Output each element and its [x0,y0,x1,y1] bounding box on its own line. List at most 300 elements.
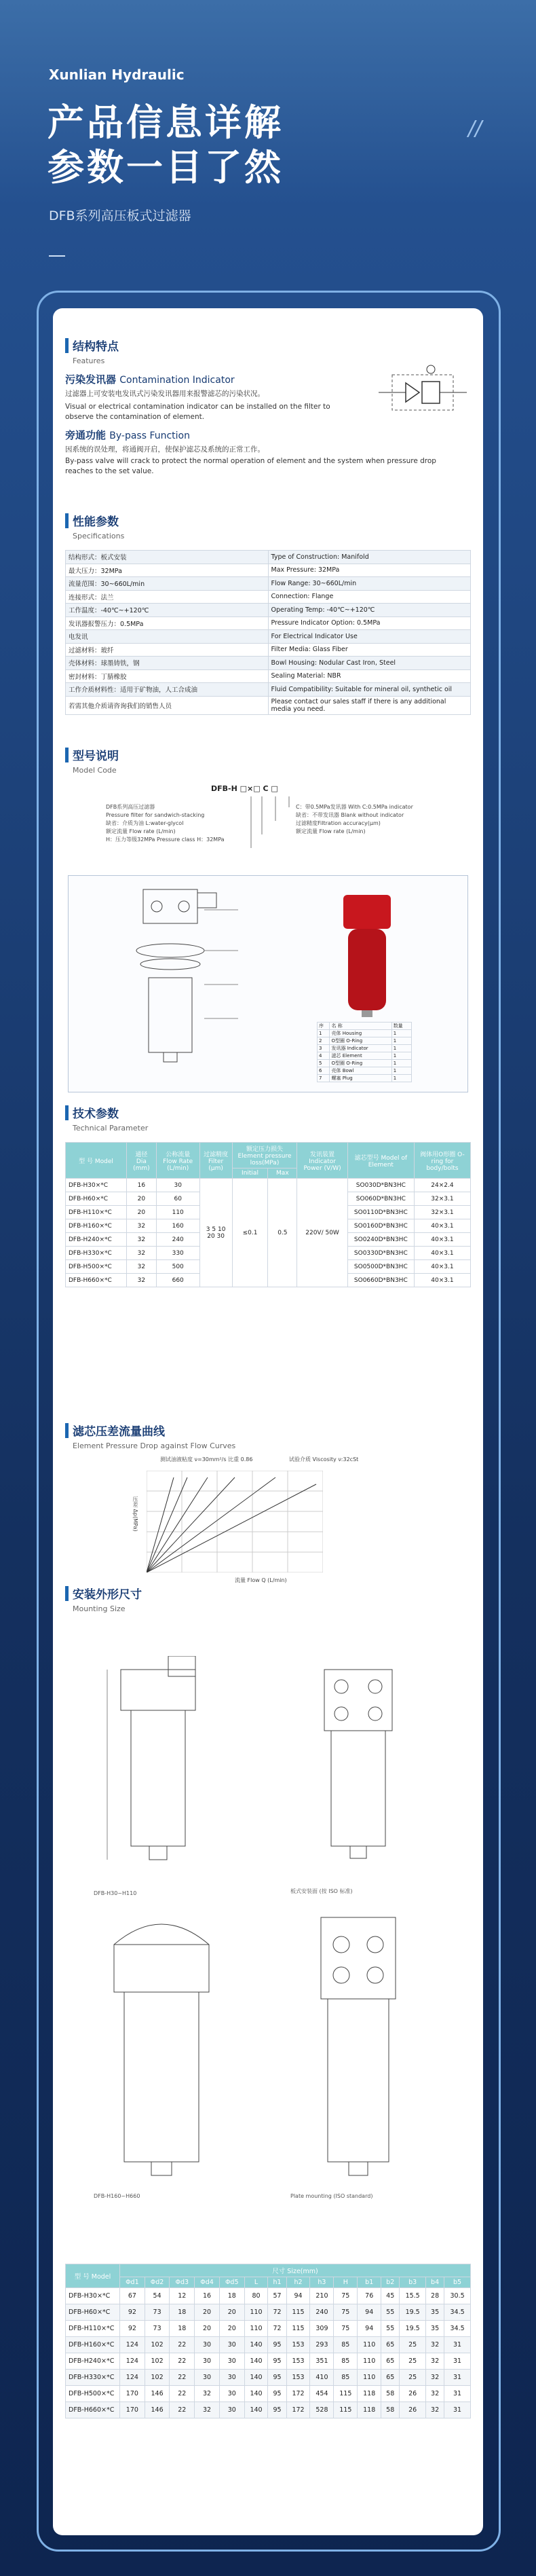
dim-cell: 31 [444,2402,471,2418]
dim-cell: 18 [170,2304,195,2321]
dim-cell: 95 [268,2353,286,2370]
indicator-text-en: Visual or electrical contamination indicator can be installed on the filter to observe the contamination of element. [65,403,330,421]
spec-row [66,630,471,644]
hero-title-line1: 产品信息详解 [47,101,284,144]
cell-power: 220V/ 50W [297,1179,347,1287]
dim-cell: 57 [268,2288,286,2304]
cell-element: SO0330D*BN3HC [347,1247,414,1260]
dim-col-header: b4 [426,2277,444,2288]
hero-divider [49,255,65,257]
dim-th-model: 型 号 Model [66,2264,120,2288]
parts-row [318,1067,412,1075]
dim-cell: 153 [286,2370,310,2386]
cell-oring: 32×3.1 [414,1206,470,1219]
dim-row [66,2402,471,2418]
dim-cell: 140 [244,2386,268,2402]
dim-cell: 55 [381,2321,400,2337]
cell-max: 0.5 [268,1179,297,1287]
parts-cell: 发讯器 Indicator [330,1045,391,1052]
cell-dia: 20 [127,1192,157,1206]
curve-section [65,1422,471,1591]
parts-row [318,1037,412,1045]
dim-cell: 124 [120,2337,145,2353]
parts-cell: 5 [318,1060,330,1067]
dim-col-header: b5 [444,2277,471,2288]
dim-row [66,2353,471,2370]
th-flow: 公称流量 Flow Rate (L/min) [156,1143,199,1179]
parts-cell: 3 [318,1045,330,1052]
parts-row [318,1052,412,1060]
spec-en: Sealing Material: NBR [268,669,471,683]
cell-flow: 660 [156,1274,199,1287]
cell-dia: 20 [127,1206,157,1219]
indicator-text-cn: 过滤器上可安装电发讯式污染发讯器用来报警滤芯的污染状况。 [65,390,265,398]
mount-caption-1: DFB-H30~H110 [94,1890,137,1896]
mount-caption-2: 板式安装面 (按 ISO 标准) [290,1888,353,1894]
dim-cell: 76 [358,2288,381,2304]
spec-row [66,617,471,630]
dim-cell: 54 [145,2288,170,2304]
dim-cell: 85 [334,2353,358,2370]
spec-row [66,551,471,564]
dim-cell: 20 [219,2321,244,2337]
exploded-view-drawing-icon [116,883,286,1086]
spec-en: Flow Range: 30~660L/min [268,577,471,591]
spec-cn: 电发讯 [66,630,269,644]
dim-model: DFB-H160×*C [66,2337,120,2353]
model-legend-r3: 过滤精度Filtration accuracy(μm) [296,820,381,826]
dim-cell: 30 [219,2386,244,2402]
cell-flow: 240 [156,1233,199,1247]
dim-cell: 20 [219,2304,244,2321]
parts-cell: 螺塞 Plug [330,1075,391,1082]
dim-cell: 30 [219,2337,244,2353]
dim-col-header: b2 [381,2277,400,2288]
dim-cell: 55 [381,2304,400,2321]
brand-name: Xunlian Hydraulic [49,67,185,83]
parts-cell: 壳体 Bowl [330,1067,391,1075]
spec-en: Filter Media: Glass Fiber [268,643,471,657]
spec-en: Max Pressure: 32MPa [268,564,471,577]
dim-col-header: Φd5 [219,2277,244,2288]
parts-cell: 名 称 [330,1023,391,1030]
dim-cell: 124 [120,2370,145,2386]
model-legend-3: 缺省：介质为油 L:water-glycol [106,820,184,826]
dim-cell: 26 [400,2386,426,2402]
model-bracket-icon [248,794,303,855]
th-pressure-loss: 额定压力损失 Element pressure loss(MPa) [232,1143,297,1169]
dim-cell: 58 [381,2402,400,2418]
cell-flow: 330 [156,1247,199,1260]
th-initial: Initial [232,1169,268,1179]
dim-cell: 153 [286,2353,310,2370]
decor-slashes: // [468,117,482,141]
mount-caption-4: Plate mounting (ISO standard) [290,2193,373,2199]
dim-cell: 32 [195,2386,220,2402]
section-bar [65,748,69,762]
parts-cell: 1 [391,1030,411,1037]
dim-cell: 20 [195,2304,220,2321]
dim-cell: 95 [268,2337,286,2353]
indicator-heading: 污染发讯器 [65,373,117,386]
dim-cell: 528 [310,2402,334,2418]
spec-cn: 过滤材料：玻纤 [66,643,269,657]
cell-model: DFB-H330×*C [66,1247,127,1260]
dim-cell: 240 [310,2304,334,2321]
dim-cell: 72 [268,2321,286,2337]
cell-flow: 110 [156,1206,199,1219]
section-subtitle: Technical Parameter [73,1124,149,1133]
section-title: 技术参数 [73,1107,119,1121]
dim-col-header: Φd1 [120,2277,145,2288]
th-oring: 阀体用O形圈 O-ring for body/bolts [414,1143,470,1179]
dim-cell: 18 [219,2288,244,2304]
dim-col-header: L [244,2277,268,2288]
cell-element: SO0240D*BN3HC [347,1233,414,1247]
spec-cn: 发讯器报警压力：0.5MPa [66,617,269,630]
cell-flow: 500 [156,1260,199,1274]
dim-cell: 32 [426,2337,444,2353]
section-subtitle: Mounting Size [73,1604,126,1613]
section-subtitle: Specifications [73,532,125,540]
dim-col-header: h3 [310,2277,334,2288]
parts-cell: 序 [318,1023,330,1030]
mount-drawing-side-large-icon [94,1904,229,2189]
parts-row [318,1045,412,1052]
cell-oring: 40×3.1 [414,1247,470,1260]
dim-cell: 115 [334,2386,358,2402]
spec-cn: 壳体材料：球墨铸铁，钢 [66,657,269,670]
cell-flow: 60 [156,1192,199,1206]
dim-cell: 31 [444,2337,471,2353]
spec-en: Pressure Indicator Option: 0.5MPa [268,617,471,630]
dim-cell: 170 [120,2402,145,2418]
dim-col-header: H [334,2277,358,2288]
model-legend-r2: 缺省：不带发讯器 Blank without indicator [296,812,404,818]
dim-cell: 34.5 [444,2304,471,2321]
dim-cell: 124 [120,2353,145,2370]
section-subtitle: Features [73,356,105,365]
cell-initial: ≤0.1 [232,1179,268,1287]
dim-cell: 65 [381,2353,400,2370]
dim-cell: 309 [310,2321,334,2337]
dim-col-header: b1 [358,2277,381,2288]
dim-row [66,2337,471,2353]
dim-col-header: h1 [268,2277,286,2288]
dim-cell: 32 [426,2402,444,2418]
cell-element: SO0160D*BN3HC [347,1219,414,1233]
section-bar [65,1105,69,1120]
cell-dia: 32 [127,1260,157,1274]
th-dia: 通径 Dia (mm) [127,1143,157,1179]
cell-dia: 32 [127,1219,157,1233]
dim-row [66,2321,471,2337]
mount-section [65,1585,471,1613]
curve-chart [65,1456,471,1591]
dim-cell: 22 [170,2353,195,2370]
spec-cn: 工作温度：-40℃~+120℃ [66,604,269,617]
curve-ylabel: 压差 Δp(MPa) [132,1496,138,1532]
section-title: 结构特点 [73,340,119,354]
dim-row [66,2386,471,2402]
hero-title [47,100,284,190]
dim-row [66,2304,471,2321]
dim-row [66,2370,471,2386]
model-legend-5: H：压力等级32MPa Pressure class H：32MPa [106,836,225,843]
dim-cell: 32 [195,2402,220,2418]
hero [0,0,536,285]
dim-cell: 410 [310,2370,334,2386]
dim-cell: 73 [145,2304,170,2321]
dim-cell: 85 [334,2337,358,2353]
bypass-heading-en: By-pass Function [109,430,190,441]
dim-cell: 140 [244,2337,268,2353]
parts-cell: 1 [391,1045,411,1052]
parts-cell: 滤芯 Element [330,1052,391,1060]
model-code-diagram [65,780,471,862]
cell-model: DFB-H660×*C [66,1274,127,1287]
dim-cell: 31 [444,2386,471,2402]
spec-row [66,577,471,591]
dim-cell: 30 [219,2402,244,2418]
parts-cell: 壳体 Housing [330,1030,391,1037]
dim-cell: 35 [426,2321,444,2337]
cell-oring: 32×3.1 [414,1192,470,1206]
dim-cell: 95 [268,2386,286,2402]
spec-en: Operating Temp: -40℃~+120℃ [268,604,471,617]
dim-cell: 30 [195,2337,220,2353]
dim-cell: 30 [219,2370,244,2386]
dim-cell: 26 [400,2402,426,2418]
dim-cell: 32 [426,2353,444,2370]
dim-cell: 25 [400,2353,426,2370]
dim-cell: 92 [120,2304,145,2321]
spec-en: Please contact our sales staff if there is any additional media you need. [268,696,471,714]
dim-cell: 94 [286,2288,310,2304]
dim-cell: 25 [400,2370,426,2386]
parts-table [317,1022,412,1082]
dim-col-header: h2 [286,2277,310,2288]
parts-cell: 1 [391,1067,411,1075]
hero-title-line2: 参数一目了然 [47,146,284,189]
spec-row [66,683,471,697]
model-section [65,746,471,862]
cell-oring: 40×3.1 [414,1274,470,1287]
section-title: 安装外形尺寸 [73,1588,142,1602]
content-card [53,308,483,2535]
dim-cell: 95 [268,2370,286,2386]
cell-model: DFB-H110×*C [66,1206,127,1219]
dim-cell: 32 [426,2386,444,2402]
bypass-heading: 旁通功能 [65,429,107,441]
parts-cell: 6 [318,1067,330,1075]
section-subtitle: Model Code [73,766,117,775]
parts-cell: O型圈 O-Ring [330,1060,391,1067]
dim-cell: 172 [286,2386,310,2402]
spec-cn: 工作介质材料性：适用于矿物油，人工合成油 [66,683,269,697]
parts-row [318,1075,412,1082]
cell-model: DFB-H500×*C [66,1260,127,1274]
dim-cell: 172 [286,2402,310,2418]
model-legend-4: 额定流量 Flow rate (L/min) [106,828,176,834]
cell-element: SO0660D*BN3HC [347,1274,414,1287]
dim-cell: 118 [358,2386,381,2402]
dim-cell: 31 [444,2353,471,2370]
dim-cell: 110 [358,2353,381,2370]
model-legend-1: DFB系列高压过滤器 [106,804,155,810]
dim-cell: 80 [244,2288,268,2304]
mount-drawing-top-large-icon [290,1904,426,2189]
spec-row [66,590,471,604]
dim-cell: 19.5 [400,2304,426,2321]
cell-flow: 160 [156,1219,199,1233]
dim-cell: 12 [170,2288,195,2304]
spec-row [66,696,471,714]
dim-cell: 30.5 [444,2288,471,2304]
dim-cell: 140 [244,2370,268,2386]
dim-cell: 140 [244,2353,268,2370]
parts-cell: O型圈 O-Ring [330,1037,391,1045]
section-bar [65,338,69,353]
model-legend-r4: 额定流量 Flow rate (L/min) [296,828,366,834]
dim-cell: 102 [145,2370,170,2386]
dim-cell: 170 [120,2386,145,2402]
curve-note-1: 测试油液粘度 ν=30mm²/s 比重 0.86 [160,1456,253,1462]
section-title: 滤芯压差流量曲线 [73,1425,165,1439]
indicator-heading-en: Contamination Indicator [119,375,235,386]
bypass-text-en: By-pass valve will crack to protect the normal operation of element and the system when pressure drop reaches to the set value. [65,457,436,475]
dim-col-header: Φd4 [195,2277,220,2288]
dim-cell: 115 [334,2402,358,2418]
cell-model: DFB-H240×*C [66,1233,127,1247]
dim-cell: 65 [381,2370,400,2386]
parts-cell: 1 [391,1060,411,1067]
spec-row [66,643,471,657]
dim-cell: 110 [358,2337,381,2353]
dim-cell: 75 [334,2321,358,2337]
dim-cell: 75 [334,2288,358,2304]
dim-cell: 15.5 [400,2288,426,2304]
parts-cell: 4 [318,1052,330,1060]
curve-xlabel: 流量 Flow Q (L/min) [235,1577,287,1583]
mount-drawing-side-icon [94,1656,229,1887]
dim-cell: 22 [170,2337,195,2353]
mount-caption-3: DFB-H160~H660 [94,2193,140,2199]
section-bar [65,513,69,528]
parts-cell: 7 [318,1075,330,1082]
th-max: Max [268,1169,297,1179]
dim-cell: 75 [334,2304,358,2321]
dim-cell: 25 [400,2337,426,2353]
dim-cell: 22 [170,2386,195,2402]
dim-cell: 30 [195,2353,220,2370]
dim-cell: 94 [358,2321,381,2337]
tech-table [65,1142,471,1287]
specs-table [65,550,471,715]
features-section [65,337,472,477]
spec-en: For Electrical Indicator Use [268,630,471,644]
spec-cn: 最大压力：32MPa [66,564,269,577]
cell-model: DFB-H30×*C [66,1179,127,1192]
parts-row [318,1023,412,1030]
dim-cell: 115 [286,2304,310,2321]
cell-model: DFB-H160×*C [66,1219,127,1233]
cell-element: SO0500D*BN3HC [347,1260,414,1274]
parts-row [318,1030,412,1037]
dim-cell: 92 [120,2321,145,2337]
spec-row [66,604,471,617]
dim-cell: 34.5 [444,2321,471,2337]
cell-element: SO030D*BN3HC [347,1179,414,1192]
dim-cell: 19.5 [400,2321,426,2337]
th-model: 型 号 Model [66,1143,127,1179]
dim-cell: 293 [310,2337,334,2353]
th-filter: 过滤精度 Filter (μm) [199,1143,232,1179]
dim-cell: 18 [170,2321,195,2337]
bypass-text-cn: 因系统的误处理，将通阀开启，使保护滤芯及系统的正常工作。 [65,445,265,454]
dim-cell: 85 [334,2370,358,2386]
spec-row [66,564,471,577]
spec-en: Type of Construction: Manifold [268,551,471,564]
dim-model: DFB-H500×*C [66,2386,120,2402]
spec-cn: 连接形式：法兰 [66,590,269,604]
dim-cell: 454 [310,2386,334,2402]
filter-product-photo-icon [326,888,408,1024]
dim-cell: 118 [358,2402,381,2418]
dimension-table [65,2264,471,2418]
specs-section [65,512,471,715]
cell-element: SO060D*BN3HC [347,1192,414,1206]
dim-cell: 110 [244,2304,268,2321]
spec-row [66,669,471,683]
dim-cell: 351 [310,2353,334,2370]
dim-cell: 28 [426,2288,444,2304]
model-legend-2: Pressure filter for sandwich-stacking [106,812,205,818]
dim-model: DFB-H110×*C [66,2321,120,2337]
tech-section [65,1104,471,1287]
model-code: DFB-H □×□ C □ [211,784,278,793]
dim-cell: 102 [145,2353,170,2370]
dim-model: DFB-H330×*C [66,2370,120,2386]
spec-en: Bowl Housing: Nodular Cast Iron, Steel [268,657,471,670]
dim-row [66,2288,471,2304]
dim-model: DFB-H30×*C [66,2288,120,2304]
th-element: 滤芯型号 Model of Element [347,1143,414,1179]
dim-cell: 73 [145,2321,170,2337]
dim-cell: 140 [244,2402,268,2418]
exploded-view-panel [68,875,468,1092]
dim-cell: 115 [286,2321,310,2337]
dim-cell: 95 [268,2402,286,2418]
cell-dia: 32 [127,1233,157,1247]
dim-cell: 31 [444,2370,471,2386]
cell-dia: 16 [127,1179,157,1192]
dim-cell: 110 [244,2321,268,2337]
spec-cn: 结构形式：板式安装 [66,551,269,564]
dim-cell: 94 [358,2304,381,2321]
dim-cell: 32 [426,2370,444,2386]
dim-cell: 102 [145,2337,170,2353]
parts-row [318,1060,412,1067]
section-title: 型号说明 [73,750,119,763]
curve-note-2: 试验介质 Viscosity ν:32cSt [289,1456,359,1462]
dim-cell: 210 [310,2288,334,2304]
dim-cell: 146 [145,2386,170,2402]
parts-cell: 1 [318,1030,330,1037]
dim-model: DFB-H240×*C [66,2353,120,2370]
cell-oring: 40×3.1 [414,1260,470,1274]
th-indicator: 发讯装置 Indicator Power (V/W) [297,1143,347,1179]
